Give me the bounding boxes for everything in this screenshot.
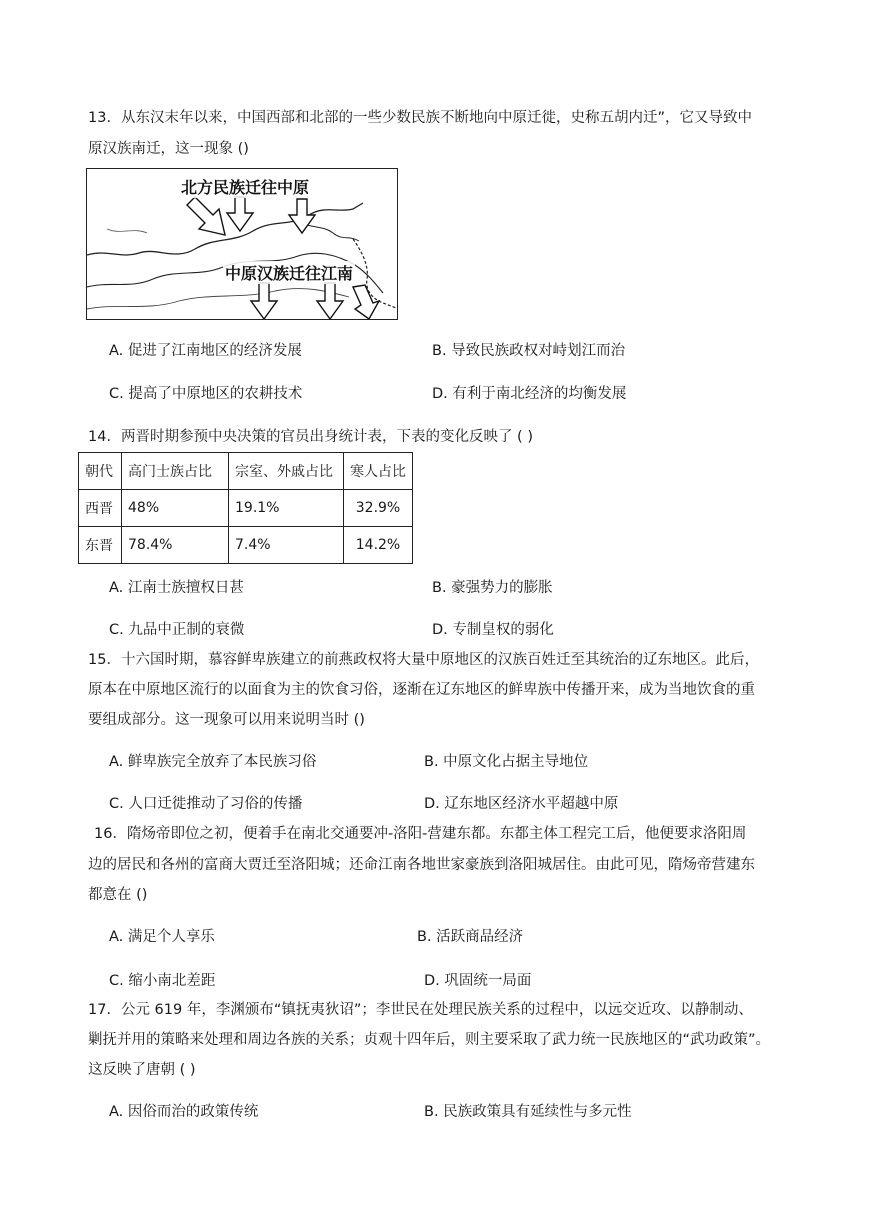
q15-stem-line2: 原本在中原地区流行的以面食为主的饮食习俗，逐渐在辽东地区的鲜卑族中传播开来，成为当地饮食的重 [88,682,755,698]
table-row [79,527,413,564]
q13-option-c[interactable]: C. 提高了中原地区的农耕技术 [109,386,303,402]
q14-option-b[interactable]: B. 豪强势力的膨胀 [432,580,553,596]
q13-stem-line1: 13．从东汉末年以来，中国西部和北部的一些少数民族不断地向中原迁徙，史称五胡内迁”，它又导致中 [88,110,752,126]
q16-stem-line2: 边的居民和各州的富商大贾迁至洛阳城；还命江南各地世家豪族到洛阳城居住。由此可见，隋炀帝营建东 [88,857,755,873]
table-cell: 西晋 [79,490,122,527]
table-row [79,490,413,527]
q13-stem-line2: 原汉族南迁，这一现象 () [88,141,249,157]
q17-option-b[interactable]: B. 民族政策具有延续性与多元性 [424,1104,632,1120]
q16-option-d[interactable]: D. 巩固统一局面 [424,973,532,989]
q16-option-c[interactable]: C. 缩小南北差距 [109,973,216,989]
table-cell: 7.4% [229,527,344,564]
q14-stats-table [78,452,413,564]
q15-option-a[interactable]: A. 鲜卑族完全放弃了本民族习俗 [109,754,317,770]
q17-stem-line1: 17．公元 619 年，李渊颁布“镇抚夷狄诏”；李世民在处理民族关系的过程中，以远交近攻、以静制动、 [88,1002,753,1018]
q14-stem-line1: 14．两晋时期参预中央决策的官员出身统计表，下表的变化反映了 ( ) [88,429,533,445]
table-header-row [79,453,413,490]
north-arrow-2 [227,197,253,231]
table-cell: 19.1% [229,490,344,527]
table-header-cell: 朝代 [79,453,122,490]
q15-stem-line1: 15．十六国时期，慕容鲜卑族建立的前燕政权将大量中原地区的汉族百姓迁至其统治的辽东地区。此后， [88,652,759,668]
north-arrow-1 [187,197,225,235]
q15-option-b[interactable]: B. 中原文化占据主导地位 [424,754,589,770]
south-arrow-1 [251,283,277,319]
q13-option-a[interactable]: A. 促进了江南地区的经济发展 [109,343,302,359]
q15-option-d[interactable]: D. 辽东地区经济水平超越中原 [424,796,619,812]
table-cell: 78.4% [122,527,229,564]
q14-option-a[interactable]: A. 江南士族擅权日甚 [109,580,244,596]
south-arrow-2 [317,283,343,319]
north-arrow-3 [289,199,315,233]
q15-stem-line3: 要组成部分。这一现象可以用来说明当时 () [88,712,365,728]
q16-stem-line3: 都意在 () [88,887,148,903]
q13-option-d[interactable]: D. 有利于南北经济的均衡发展 [432,386,627,402]
q14-option-d[interactable]: D. 专制皇权的弱化 [432,622,554,638]
table-cell: 东晋 [79,527,122,564]
map-label-south: 中原汉族迁往江南 [223,261,355,284]
south-arrow-3 [353,285,379,319]
q13-option-b[interactable]: B. 导致民族政权对峙划江而治 [432,343,626,359]
q16-stem-line1: 16．隋炀帝即位之初，便着手在南北交通要冲-洛阳-营建东都。东都主体工程完工后，他便要求洛阳周 [94,826,747,842]
q16-option-b[interactable]: B. 活跃商品经济 [417,929,524,945]
table-cell: 32.9% [344,490,413,527]
q16-option-a[interactable]: A. 满足个人享乐 [109,929,215,945]
q14-option-c[interactable]: C. 九品中正制的衰微 [109,622,245,638]
q17-option-a[interactable]: A. 因俗而治的政策传统 [109,1104,259,1120]
q17-stem-line3: 这反映了唐朝 ( ) [88,1062,196,1078]
table-header-cell: 宗室、外戚占比 [229,453,344,490]
table-header-cell: 高门士族占比 [122,453,229,490]
migration-map [86,168,398,320]
table-cell: 14.2% [344,527,413,564]
q17-stem-line2: 剿抚并用的策略来处理和周边各族的关系；贞观十四年后，则主要采取了武力统一民族地区的“武功政策”。 [88,1032,771,1048]
map-label-north: 北方民族迁往中原 [179,175,311,198]
table-header-cell: 寒人占比 [344,453,413,490]
q15-option-c[interactable]: C. 人口迁徙推动了习俗的传播 [109,796,303,812]
table-cell: 48% [122,490,229,527]
